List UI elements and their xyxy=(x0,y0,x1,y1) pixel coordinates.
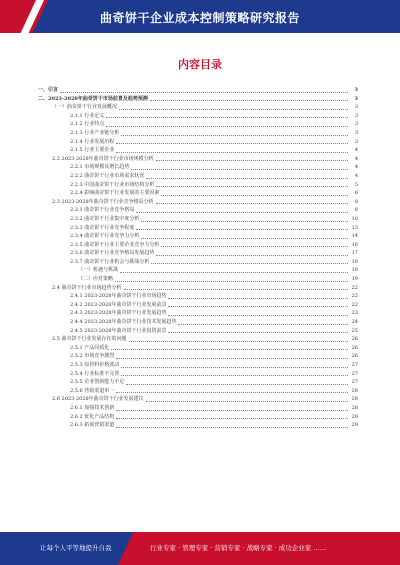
toc-page-number: 27 xyxy=(351,362,358,368)
toc-entry[interactable] xyxy=(38,146,358,155)
toc-leader-dots xyxy=(168,306,348,307)
toc-entry[interactable] xyxy=(38,232,358,241)
toc-page-number: 22 xyxy=(351,293,358,300)
toc-entry[interactable] xyxy=(38,352,358,361)
toc-entry[interactable] xyxy=(38,95,358,104)
toc-entry-title: 2.6.3 拓展营销渠道 xyxy=(70,422,115,429)
toc-entry[interactable] xyxy=(38,249,358,258)
toc-leader-dots xyxy=(136,212,348,213)
toc-page-number: 26 xyxy=(351,353,358,360)
toc-page-number: 23 xyxy=(351,310,358,317)
toc-entry-title: 2.4 曲奇饼干行业市场趋势分析 xyxy=(52,284,122,291)
toc-leader-dots xyxy=(161,195,348,196)
toc-page-number: 4 xyxy=(354,155,358,162)
toc-leader-dots xyxy=(129,341,348,342)
toc-entry[interactable] xyxy=(38,215,358,224)
toc-entry[interactable] xyxy=(38,275,358,284)
toc-leader-dots xyxy=(124,289,348,290)
toc-entry[interactable] xyxy=(38,163,358,172)
toc-entry[interactable] xyxy=(38,129,358,138)
toc-entry-title: 2.2.2 曲奇饼干行业市场需求状况 xyxy=(70,172,145,179)
toc-entry-title: 2.5.4 行业标准不完善 xyxy=(70,370,120,377)
toc-page-number: 29 xyxy=(351,413,358,420)
toc-page-number: 4 xyxy=(354,172,358,179)
toc-page-number: 17 xyxy=(351,250,358,257)
toc-entry[interactable] xyxy=(38,120,358,129)
footer-experts: 行业专家 · 管理专家 · 营销专家 · 战略专家 · 成功企业家 …… xyxy=(150,544,327,552)
toc-entry-title: 一、引言 xyxy=(38,87,59,93)
toc-entry-title: 2.3.4 曲奇饼干行业竞争力分析 xyxy=(70,233,140,240)
toc-entry[interactable] xyxy=(38,266,358,275)
toc-entry-title: （一）曲奇饼干行业发展概况 xyxy=(52,104,118,111)
toc-entry-title: 2.5.5 企业创新能力不足 xyxy=(70,379,125,386)
toc-entry[interactable] xyxy=(38,241,358,250)
toc-page-number: 16 xyxy=(351,241,358,248)
toc-page-number: 28 xyxy=(351,396,358,403)
toc-entry-title: 2.4.4 2023-2028年曲奇饼干行业技术发展趋势 xyxy=(70,319,177,326)
toc-entry[interactable] xyxy=(38,378,358,387)
header-banner xyxy=(0,0,400,33)
toc-leader-dots xyxy=(116,358,348,359)
toc-page-number: 8 xyxy=(354,207,358,214)
toc-page-number: 19 xyxy=(351,276,358,283)
toc-page-number: 4 xyxy=(354,164,358,171)
toc-leader-dots xyxy=(121,367,348,368)
toc-leader-dots xyxy=(116,418,348,419)
toc-leader-dots xyxy=(106,126,348,127)
toc-leader-dots xyxy=(156,160,348,161)
toc-page-number: 3 xyxy=(354,104,358,111)
toc-entry-title: 2.3.7 曲奇饼干行业机会与挑战分析 xyxy=(70,258,150,265)
toc-entry-title: 2.3.3 曲奇饼干行业竞争程度 xyxy=(70,224,135,231)
toc-entry[interactable] xyxy=(38,309,358,318)
toc-leader-dots xyxy=(111,349,348,350)
toc-leader-dots xyxy=(168,315,348,316)
toc-page-number: 3 xyxy=(354,95,358,102)
toc-entry-title: 2.6 2023-2028年曲奇饼干行业发展建议 xyxy=(52,396,144,403)
toc-page-number: 26 xyxy=(351,344,358,351)
toc-leader-dots xyxy=(168,298,348,299)
toc-entry[interactable] xyxy=(38,284,358,293)
toc-leader-dots xyxy=(150,100,348,101)
toc-entry-title: 2.3.1 曲奇饼干行业竞争格局 xyxy=(70,207,135,214)
toc-entry-title: 2.4.3 2023-2028年曲奇饼干行业发展趋势 xyxy=(70,310,167,317)
footer-banner xyxy=(0,532,400,565)
toc-entry-title: 2.6.1 加强技术创新 xyxy=(70,404,115,411)
toc-leader-dots xyxy=(156,186,348,187)
table-of-contents xyxy=(38,86,358,430)
toc-page-number: 6 xyxy=(354,190,358,197)
toc-entry-title: 2.5 曲奇饼干行业发展存在的问题 xyxy=(52,336,127,343)
toc-entry-title: 二、2023-2028年曲奇饼干市场前景及趋势预测 xyxy=(38,95,148,102)
toc-leader-dots xyxy=(141,221,348,222)
toc-entry[interactable] xyxy=(38,370,358,379)
toc-entry[interactable] xyxy=(38,318,358,327)
toc-leader-dots xyxy=(106,117,348,118)
toc-entry[interactable] xyxy=(38,361,358,370)
toc-leader-dots xyxy=(146,401,348,402)
toc-entry[interactable] xyxy=(38,198,358,207)
toc-leader-dots xyxy=(116,152,348,153)
toc-entry[interactable] xyxy=(38,292,358,301)
toc-page-number: 3 xyxy=(354,138,358,145)
toc-leader-dots xyxy=(121,375,348,376)
toc-leader-dots xyxy=(168,332,348,333)
toc-page-number: 10 xyxy=(351,215,358,222)
toc-page-number: 28 xyxy=(351,404,358,411)
toc-entry-title: 2.4.5 2023-2028年曲奇饼干行业投资前景 xyxy=(70,327,167,334)
toc-page-number: 5 xyxy=(354,181,358,188)
toc-entry-title: 2.3.2 曲奇饼干行业集中度分析 xyxy=(70,215,140,222)
toc-entry-title: 2.1.3 行业产业链分析 xyxy=(70,129,120,136)
toc-leader-dots xyxy=(116,427,348,428)
toc-entry-title: 2.1.2 行业特点 xyxy=(70,121,105,128)
toc-page-number: 18 xyxy=(351,258,358,265)
toc-leader-dots xyxy=(141,238,348,239)
toc-leader-dots xyxy=(151,263,348,264)
toc-entry-title: 2.3.5 曲奇饼干行业主要企业竞争力分析 xyxy=(70,241,160,248)
toc-entry[interactable] xyxy=(38,86,358,95)
toc-entry-title: 2.3.6 曲奇饼干行业竞争格局发展趋势 xyxy=(70,250,155,257)
toc-page-number: 24 xyxy=(351,319,358,326)
toc-page-number: 27 xyxy=(351,379,358,386)
toc-leader-dots xyxy=(126,384,348,385)
toc-page-number: 3 xyxy=(354,121,358,128)
toc-entry[interactable] xyxy=(38,155,358,164)
toc-page-number: 27 xyxy=(351,370,358,377)
toc-entry-title: 2.1.1 行业定义 xyxy=(70,112,105,119)
footer-slogan: 让每个人平等地提升自我 xyxy=(40,544,112,552)
toc-entry[interactable] xyxy=(38,327,358,336)
toc-page-number: 26 xyxy=(351,336,358,343)
toc-entry[interactable] xyxy=(38,387,358,396)
toc-entry[interactable] xyxy=(38,112,358,121)
toc-entry-title: 2.1.4 行业发展历程 xyxy=(70,138,115,145)
toc-entry-title: （二）应对策略 xyxy=(78,276,114,283)
toc-entry-title: 2.5.6 营销渠道单一 xyxy=(70,387,115,394)
toc-entry-title: （一）机遇与挑战 xyxy=(78,267,119,274)
toc-leader-dots xyxy=(146,178,348,179)
toc-entry-title: 2.6.2 优化产品结构 xyxy=(70,413,115,420)
toc-entry-title: 2.2.4 影响曲奇饼干行业发展的主要因素 xyxy=(70,190,160,197)
toc-page-number: 13 xyxy=(351,224,358,231)
toc-leader-dots xyxy=(119,109,348,110)
toc-entry-title: 2.2.3 中国曲奇饼干行业市场结构分析 xyxy=(70,181,155,188)
toc-leader-dots xyxy=(156,255,348,256)
toc-page-number: 3 xyxy=(354,129,358,136)
toc-entry-title: 2.4.2 2023-2028年曲奇饼干行业发展前景 xyxy=(70,301,167,308)
toc-entry[interactable] xyxy=(38,138,358,147)
toc-entry[interactable] xyxy=(38,301,358,310)
toc-leader-dots xyxy=(156,203,348,204)
toc-entry[interactable] xyxy=(38,172,358,181)
toc-entry[interactable] xyxy=(38,404,358,413)
toc-leader-dots xyxy=(178,324,348,325)
toc-leader-dots xyxy=(116,392,348,393)
toc-entry[interactable] xyxy=(38,421,358,430)
toc-entry[interactable] xyxy=(38,395,358,404)
toc-entry-title: 2.3 2023-2028年曲奇饼干行业竞争格局分析 xyxy=(52,198,154,205)
toc-leader-dots xyxy=(121,135,348,136)
toc-entry[interactable] xyxy=(38,344,358,353)
toc-leader-dots xyxy=(116,143,348,144)
toc-page-number: 4 xyxy=(354,147,358,154)
toc-entry[interactable] xyxy=(38,224,358,233)
toc-entry[interactable] xyxy=(38,181,358,190)
toc-page-number: 14 xyxy=(351,233,358,240)
toc-leader-dots xyxy=(115,281,348,282)
toc-leader-dots xyxy=(120,272,348,273)
toc-entry-title: 2.2.1 市场规模及增长趋势 xyxy=(70,164,130,171)
toc-entry-title: 2.5.1 产品同质化 xyxy=(70,344,110,351)
toc-page-number: 22 xyxy=(351,301,358,308)
toc-leader-dots xyxy=(131,169,348,170)
toc-entry-title: 2.5.2 市场竞争激烈 xyxy=(70,353,115,360)
toc-entry-title: 2.1.5 行业主要企业 xyxy=(70,147,115,154)
toc-page-number: 29 xyxy=(351,422,358,429)
toc-page-number: 3 xyxy=(354,112,358,119)
toc-entry[interactable] xyxy=(38,206,358,215)
toc-entry-title: 2.2 2023-2028年曲奇饼干行业市场规模分析 xyxy=(52,155,154,162)
toc-leader-dots xyxy=(60,92,348,93)
toc-entry[interactable] xyxy=(38,189,358,198)
toc-entry[interactable] xyxy=(38,413,358,422)
toc-page-number: 28 xyxy=(351,387,358,394)
toc-heading: 内容目录 xyxy=(178,58,222,71)
toc-entry-title: 2.5.3 原材料价格波动 xyxy=(70,362,120,368)
toc-entry[interactable] xyxy=(38,335,358,344)
toc-entry[interactable] xyxy=(38,258,358,267)
toc-page-number: 18 xyxy=(351,267,358,274)
toc-leader-dots xyxy=(116,410,348,411)
toc-leader-dots xyxy=(161,246,348,247)
toc-entry-title: 2.4.1 2023-2028年曲奇饼干行业市场趋势 xyxy=(70,293,167,300)
toc-page-number: 25 xyxy=(351,327,358,334)
toc-entry[interactable] xyxy=(38,103,358,112)
toc-page-number: 8 xyxy=(354,198,358,205)
toc-leader-dots xyxy=(136,229,348,230)
toc-page-number: 22 xyxy=(351,284,358,291)
report-title: 曲奇饼干企业成本控制策略研究报告 xyxy=(99,11,300,25)
toc-page-number: 3 xyxy=(354,87,358,93)
